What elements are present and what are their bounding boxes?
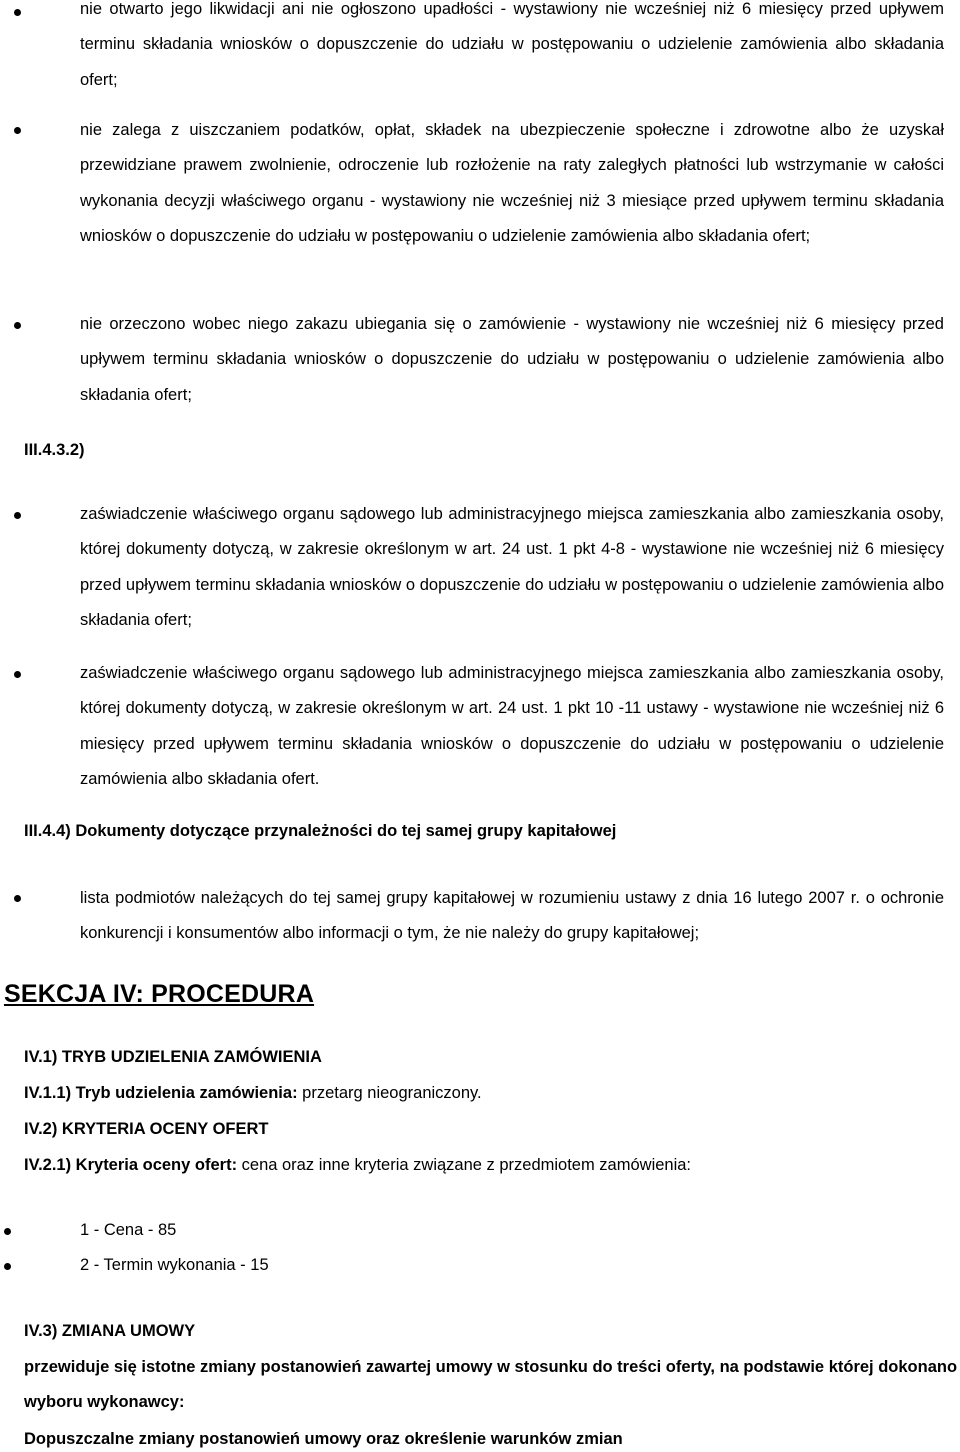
field-value: cena oraz inne kryteria związane z przedmiotem zamówienia: [237,1156,692,1174]
subsection-title: IV.2) KRYTERIA OCENY OFERT [24,1120,269,1138]
list-item-text: nie otwarto jego likwidacji ani nie ogłoszono upadłości - wystawiony nie wcześniej niż 6 miesięcy przed upływem terminu składania wniosków o dopuszczenie do udziału w postępowaniu o udzielenie zamówienia albo składania ofert; [80,0,944,89]
criterion-text: 2 - Termin wykonania - 15 [80,1256,269,1274]
procedure-type-line [24,1084,482,1103]
bullet-icon [14,127,21,134]
section-label: III.4.4) Dokumenty dotyczące przynależności do tej samej grupy kapitałowej [24,822,617,840]
list-item-text: nie zalega z uiszczaniem podatków, opłat, składek na ubezpieczenie społeczne i zdrowotne albo że uzyskał przewidziane prawem zwolnienie, odroczenie lub rozłożenie na raty zaległych płatności lub wstrzymanie w całości wykonania decyzji właściwego organu - wystawiony nie wcześniej niż 3 miesiące przed upływem terminu składania wniosków o dopuszczenie do udziału w postępowaniu o udzielenie zamówienia albo składania ofert; [80,121,944,246]
bullet-icon [4,1228,11,1235]
bullet-icon [14,9,21,16]
list-item-text: nie orzeczono wobec niego zakazu ubiegania się o zamówienie - wystawiony nie wcześniej niż 6 miesięcy przed upływem terminu składania wniosków o dopuszczenie do udziału w postępowaniu o udzielenie zamówienia albo składania ofert; [80,315,944,404]
paragraph: Dopuszczalne zmiany postanowień umowy oraz określenie warunków zmian [24,1430,623,1448]
criterion-text: 1 - Cena - 85 [80,1221,177,1239]
list-item-text: zaświadczenie właściwego organu sądowego lub administracyjnego miejsca zamieszkania albo zamieszkania osoby, której dokumenty dotyczą, w zakresie określonym w art. 24 ust. 1 pkt 10 -11 ustawy - wystawione nie wcześniej niż 6 miesięcy przed upływem terminu składania wniosków o dopuszczenie do udziału w postępowaniu o udzielenie zamówienia albo składania ofert. [80,664,944,789]
bullet-icon [4,1263,11,1270]
field-label: IV.2.1) Kryteria oceny ofert: [24,1156,238,1174]
bullet-icon [14,512,21,519]
bullet-icon [14,895,21,902]
section-heading: SEKCJA IV: PROCEDURA [4,980,315,1008]
bullet-icon [14,322,21,329]
section-label: III.4.3.2) [24,441,85,459]
subsection-title: IV.3) ZMIANA UMOWY [24,1322,196,1340]
criteria-line [24,1156,691,1175]
list-item-text: zaświadczenie właściwego organu sądowego lub administracyjnego miejsca zamieszkania albo zamieszkania osoby, której dokumenty dotyczą, w zakresie określonym w art. 24 ust. 1 pkt 4-8 - wystawione nie wcześniej niż 6 miesięcy przed upływem terminu składania wniosków o dopuszczenie do udziału w postępowaniu o udzielenie zamówienia albo składania ofert; [80,505,944,630]
list-item-text: lista podmiotów należących do tej samej grupy kapitałowej w rozumieniu ustawy z dnia 16 lutego 2007 r. o ochronie konkurencji i konsumentów albo informacji o tym, że nie należy do grupy kapitałowej; [80,889,944,943]
paragraph: przewiduje się istotne zmiany postanowień zawartej umowy w stosunku do treści oferty, na podstawie której dokonano wyboru wykonawcy: [24,1358,958,1411]
field-label: IV.1.1) Tryb udzielenia zamówienia: [24,1084,298,1102]
bullet-icon [14,671,21,678]
subsection-title: IV.1) TRYB UDZIELENIA ZAMÓWIENIA [24,1048,322,1066]
field-value: przetarg nieograniczony. [297,1084,482,1102]
